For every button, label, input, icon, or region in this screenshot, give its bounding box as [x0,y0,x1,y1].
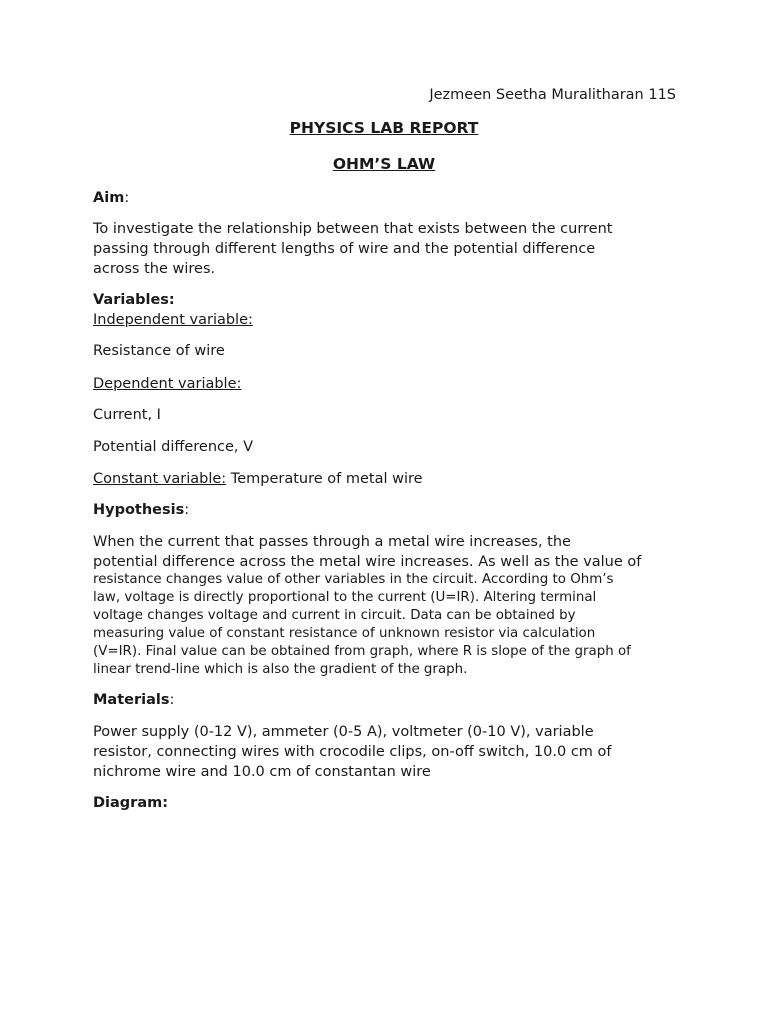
report-subtitle: OHM’S LAW [332,155,436,173]
materials-line: Power supply (0-12 V), ammeter (0-5 A), voltmeter (0-10 V), variable [93,724,594,740]
hypothesis-line: law, voltage is directly proportional to the current (U=IR). Altering terminal [93,590,597,605]
constant-variable-label: Constant variable: [93,471,227,487]
hypothesis-heading-line [93,500,683,520]
constant-variable-value: Temperature of metal wire [226,471,423,487]
hypothesis-line: When the current that passes through a metal wire increases, the [93,534,571,550]
materials-heading: Materials [93,692,170,708]
aim-colon: : [124,190,130,206]
dependent-variable-label: Dependent variable: [93,376,242,392]
aim-heading: Aim [93,190,125,206]
dependent-variable-voltage: Potential difference, V [93,439,254,455]
materials-text [93,722,683,782]
aim-line: across the wires. [93,261,216,277]
diagram-heading: Diagram: [93,795,169,811]
materials-heading-line [93,690,683,710]
aim-line: passing through different lengths of wire and the potential difference [93,241,596,257]
hypothesis-line: (V=IR). Final value can be obtained from graph, where R is slope of the graph of [93,644,631,659]
independent-variable-value: Resistance of wire [93,343,225,359]
hypothesis-text-small [93,571,683,679]
materials-line: nichrome wire and 10.0 cm of constantan wire [93,764,431,780]
materials-colon: : [169,692,175,708]
dependent-variable-current: Current, I [93,407,161,423]
hypothesis-colon: : [184,502,190,518]
aim-heading-line [93,188,683,208]
report-title: PHYSICS LAB REPORT [289,119,479,137]
hypothesis-line: measuring value of constant resistance of unknown resistor via calculation [93,626,596,641]
hypothesis-line: resistance changes value of other variables in the circuit. According to Ohm’s [93,572,614,587]
constant-variable-line [93,469,683,489]
hypothesis-heading: Hypothesis [93,502,185,518]
independent-variable-label: Independent variable: [93,312,253,328]
hypothesis-line: linear trend-line which is also the gradient of the graph. [93,662,468,677]
author-name: Jezmeen Seetha Muralitharan 11S [429,87,676,103]
hypothesis-line: potential difference across the metal wire increases. As well as the value of [93,554,642,570]
aim-line: To investigate the relationship between that exists between the current [93,221,613,237]
hypothesis-line: voltage changes voltage and current in circuit. Data can be obtained by [93,608,576,623]
variables-heading: Variables: [93,292,175,308]
hypothesis-text-large [93,532,683,572]
materials-line: resistor, connecting wires with crocodile clips, on-off switch, 10.0 cm of [93,744,612,760]
aim-text [93,219,683,279]
